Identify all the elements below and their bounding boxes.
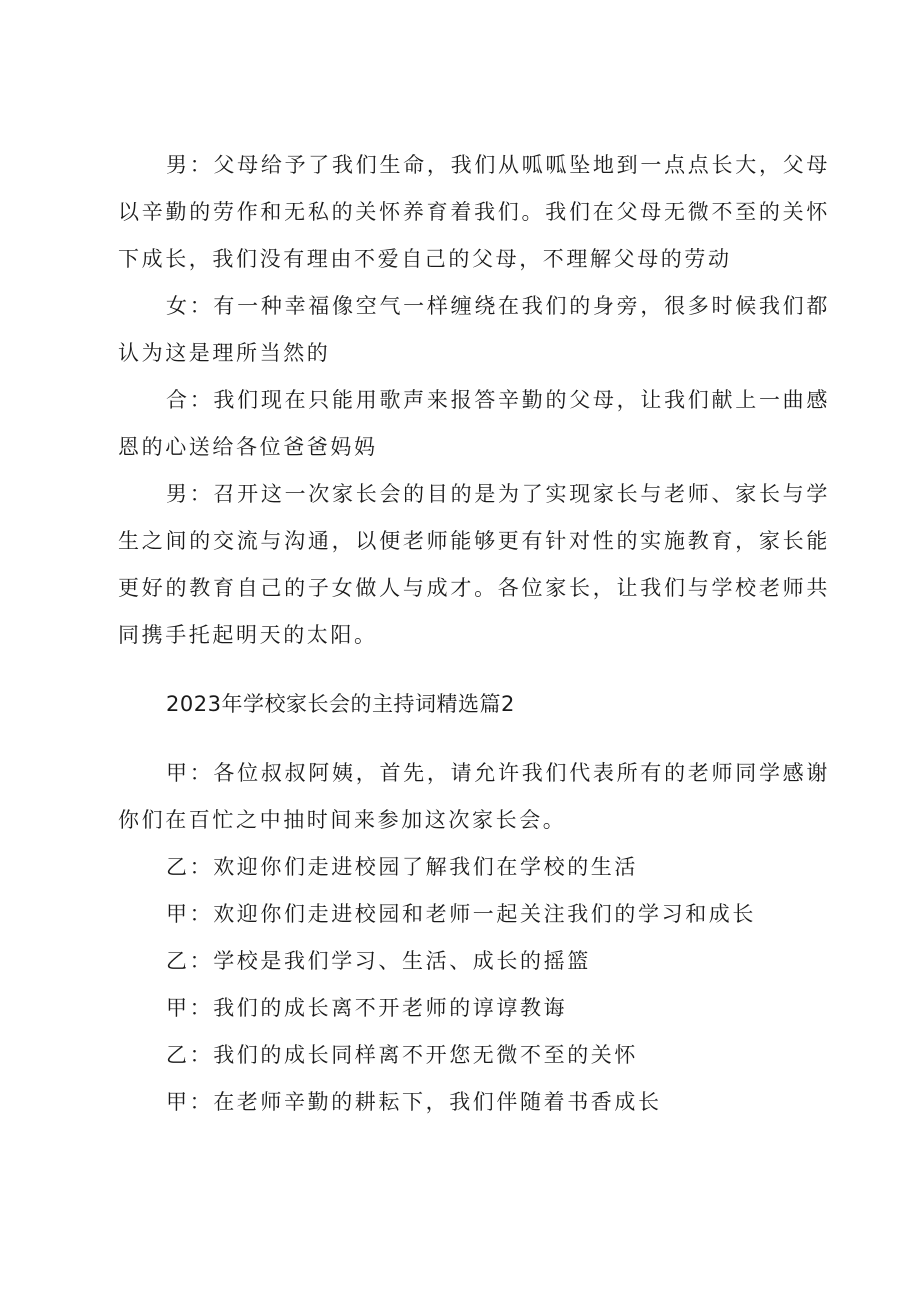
dialogue-line: 乙：学校是我们学习、生活、成长的摇篮 <box>166 949 591 973</box>
dialogue-line: 甲：我们的成长离不开老师的谆谆教诲 <box>166 996 568 1020</box>
dialogue-line: 甲：欢迎你们走进校园和老师一起关注我们的学习和成长 <box>166 902 756 926</box>
dialogue-line: 乙：欢迎你们走进校园了解我们在学校的生活 <box>166 855 638 879</box>
dialogue-paragraph: 甲：各位叔叔阿姨，首先，请允许我们代表所有的老师同学感谢你们在百忙之中抽时间来参加这次家长会。 <box>118 761 830 832</box>
section-heading: 2023年学校家长会的主持词精选篇2 <box>166 692 515 716</box>
dialogue-paragraph: 女：有一种幸福像空气一样缠绕在我们的身旁，很多时候我们都认为这是理所当然的 <box>118 294 830 365</box>
dialogue-paragraph: 合：我们现在只能用歌声来报答辛勤的父母，让我们献上一曲感恩的心送给各位爸爸妈妈 <box>118 388 830 459</box>
document-body <box>118 142 830 1126</box>
dialogue-paragraph: 男：召开这一次家长会的目的是为了实现家长与老师、家长与学生之间的交流与沟通，以便老师能够更有针对性的实施教育，家长能更好的教育自己的子女做人与成才。各位家长，让我们与学校老师共同携手托起明天的太阳。 <box>118 482 830 647</box>
dialogue-paragraph: 男：父母给予了我们生命，我们从呱呱坠地到一点点长大，父母以辛勤的劳作和无私的关怀养育着我们。我们在父母无微不至的关怀下成长，我们没有理由不爱自己的父母，不理解父母的劳动 <box>118 153 830 271</box>
dialogue-line: 乙：我们的成长同样离不开您无微不至的关怀 <box>166 1043 638 1067</box>
dialogue-line: 甲：在老师辛勤的耕耘下，我们伴随着书香成长 <box>166 1090 662 1114</box>
